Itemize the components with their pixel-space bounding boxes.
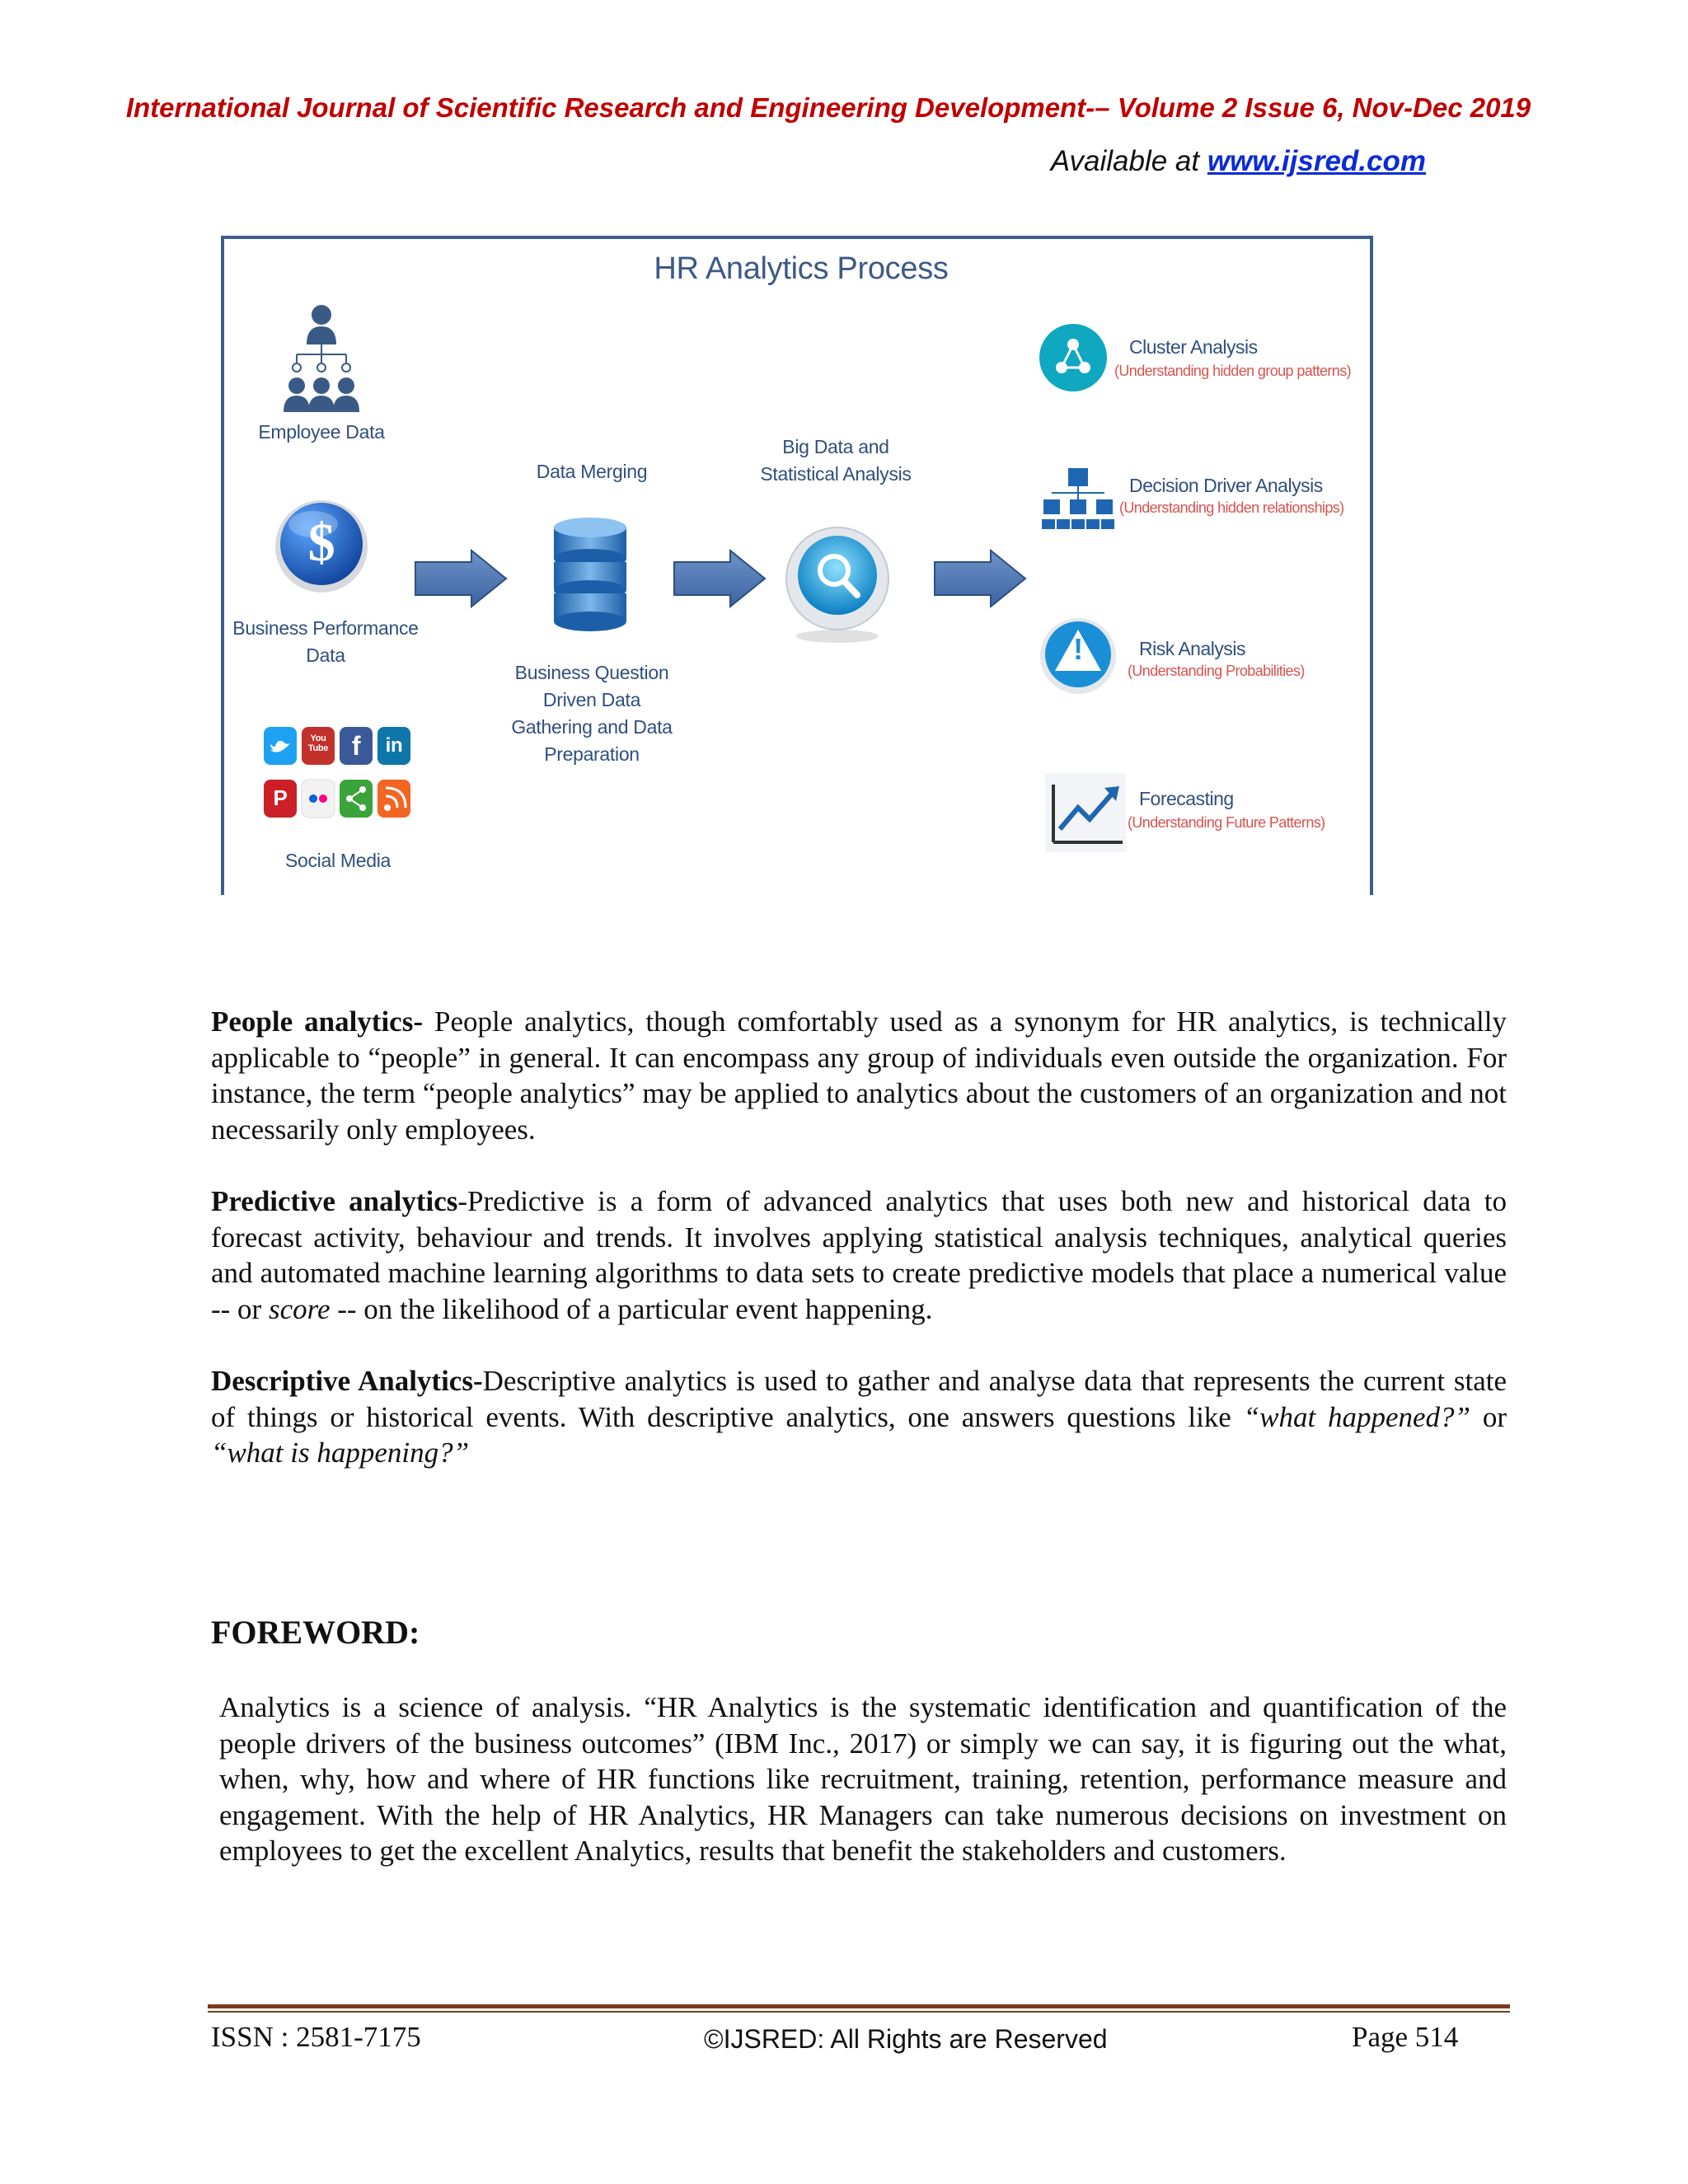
descriptive-or: or <box>1470 1400 1507 1433</box>
forecasting-label: Forecasting <box>1139 788 1234 809</box>
dollar-symbol: $ <box>307 513 335 573</box>
employee-data-label: Employee Data <box>258 421 385 443</box>
descriptive-analytics-paragraph <box>211 1363 1507 1471</box>
footer-rule-thin <box>208 2011 1510 2013</box>
descriptive-analytics-text: Descriptive analytics is used to gather and analyse data that represents the current state of things or historical events. With descriptive analytics, one answers questions like <box>211 1365 1507 1433</box>
forecast-chart-icon <box>1045 773 1126 852</box>
descriptive-analytics-term: Descriptive Analytics- <box>211 1365 483 1397</box>
predictive-analytics-term: Predictive analytics <box>211 1185 458 1217</box>
decision-tree-icon <box>1042 468 1114 529</box>
youtube-text: You Tube <box>307 733 329 753</box>
predictive-analytics-text-2: -- on the likelihood of a particular event happening. <box>330 1292 933 1325</box>
magnifier-icon <box>786 527 889 643</box>
journal-title: International Journal of Scientific Research and Engineering Development-– Volume 2 Issue 6, Nov-Dec 2019 <box>125 92 1531 123</box>
cluster-analysis-sub: (Understanding hidden group patterns) <box>1114 363 1351 379</box>
share-icon <box>340 780 373 818</box>
flow-arrow-2 <box>674 551 765 607</box>
footer-page-number: Page 514 <box>1352 2021 1459 2053</box>
predictive-analytics-text-1: -Predictive is a form of advanced analytics that uses both new and historical data to forecast activity, behaviour and trends. It involves applying statistical analysis techniques, analytical queries and automated machine learning algorithms to data sets to create predictive models that place a numerical value -- or <box>211 1185 1507 1325</box>
footer-rule-thick <box>208 2004 1510 2008</box>
big-data-label: Big Data and Statistical Analysis <box>760 436 912 485</box>
availability-line <box>865 145 1426 178</box>
business-performance-label: Business Performance Data <box>232 617 419 666</box>
decision-driver-sub: (Understanding hidden relationships) <box>1119 499 1344 516</box>
data-merging-label: Data Merging <box>536 461 648 482</box>
people-analytics-text: People analytics, though comfortably used as a synonym for HR analytics, is technically applicable to “people” in general. It can encompass any group of individuals even outside the organization. For instance, the term “people analytics” may be applied to analytics about the customers of an organization and not necessarily only employees. <box>211 1005 1507 1146</box>
decision-driver-label: Decision Driver Analysis <box>1129 475 1323 496</box>
flickr-icon <box>302 780 335 818</box>
predictive-score-term: score <box>268 1292 331 1325</box>
cluster-analysis-label: Cluster Analysis <box>1129 336 1258 358</box>
foreword-heading: FOREWORD: <box>211 1614 420 1651</box>
figure-title: HR Analytics Process <box>654 251 949 286</box>
forecasting-sub: (Understanding Future Patterns) <box>1128 814 1325 831</box>
hr-analytics-process-figure <box>221 236 1373 895</box>
risk-analysis-sub: (Understanding Probabilities) <box>1128 663 1305 679</box>
alert-symbol: ! <box>1073 632 1083 666</box>
predictive-analytics-paragraph <box>211 1183 1507 1327</box>
employee-hierarchy-icon <box>284 305 359 412</box>
flow-arrow-1 <box>415 551 506 607</box>
footer-issn: ISSN : 2581-7175 <box>211 2021 421 2053</box>
people-analytics-paragraph <box>211 1004 1507 1147</box>
people-analytics-term: People analytics- <box>211 1005 423 1038</box>
database-icon <box>554 518 626 631</box>
descriptive-question-1: “what happened?” <box>1243 1400 1471 1433</box>
facebook-text: f <box>351 731 361 761</box>
journal-website-link[interactable]: www.ijsred.com <box>1207 145 1426 177</box>
twitter-icon <box>264 727 297 765</box>
risk-analysis-label: Risk Analysis <box>1139 638 1245 659</box>
linkedin-text: in <box>385 734 403 757</box>
footer-copyright: ©IJSRED: All Rights are Reserved <box>704 2024 1108 2054</box>
foreword-paragraph: Analytics is a science of analysis. “HR Analytics is the systematic identification and quantification of the people drivers of the business outcomes” (IBM Inc., 2017) or simply we can say, it is figuring out the what, when, why, how and where of HR functions like recruitment, training, retention, performance measure and engagement. With the help of HR Analytics, HR Managers can take numerous decisions on investment on employees to get the excellent Analytics, results that benefit the stakeholders and customers. <box>219 1691 1507 1867</box>
pinterest-text: P <box>273 785 288 810</box>
descriptive-question-2: “what is happening?” <box>211 1436 470 1469</box>
available-prefix: Available at <box>1050 145 1207 177</box>
social-media-label: Social Media <box>284 850 392 871</box>
cluster-icon <box>1039 324 1107 391</box>
flow-arrow-3 <box>935 551 1025 607</box>
rss-icon <box>377 780 410 818</box>
business-question-label: Business Question Driven Data Gathering and Data Preparation <box>511 662 673 765</box>
